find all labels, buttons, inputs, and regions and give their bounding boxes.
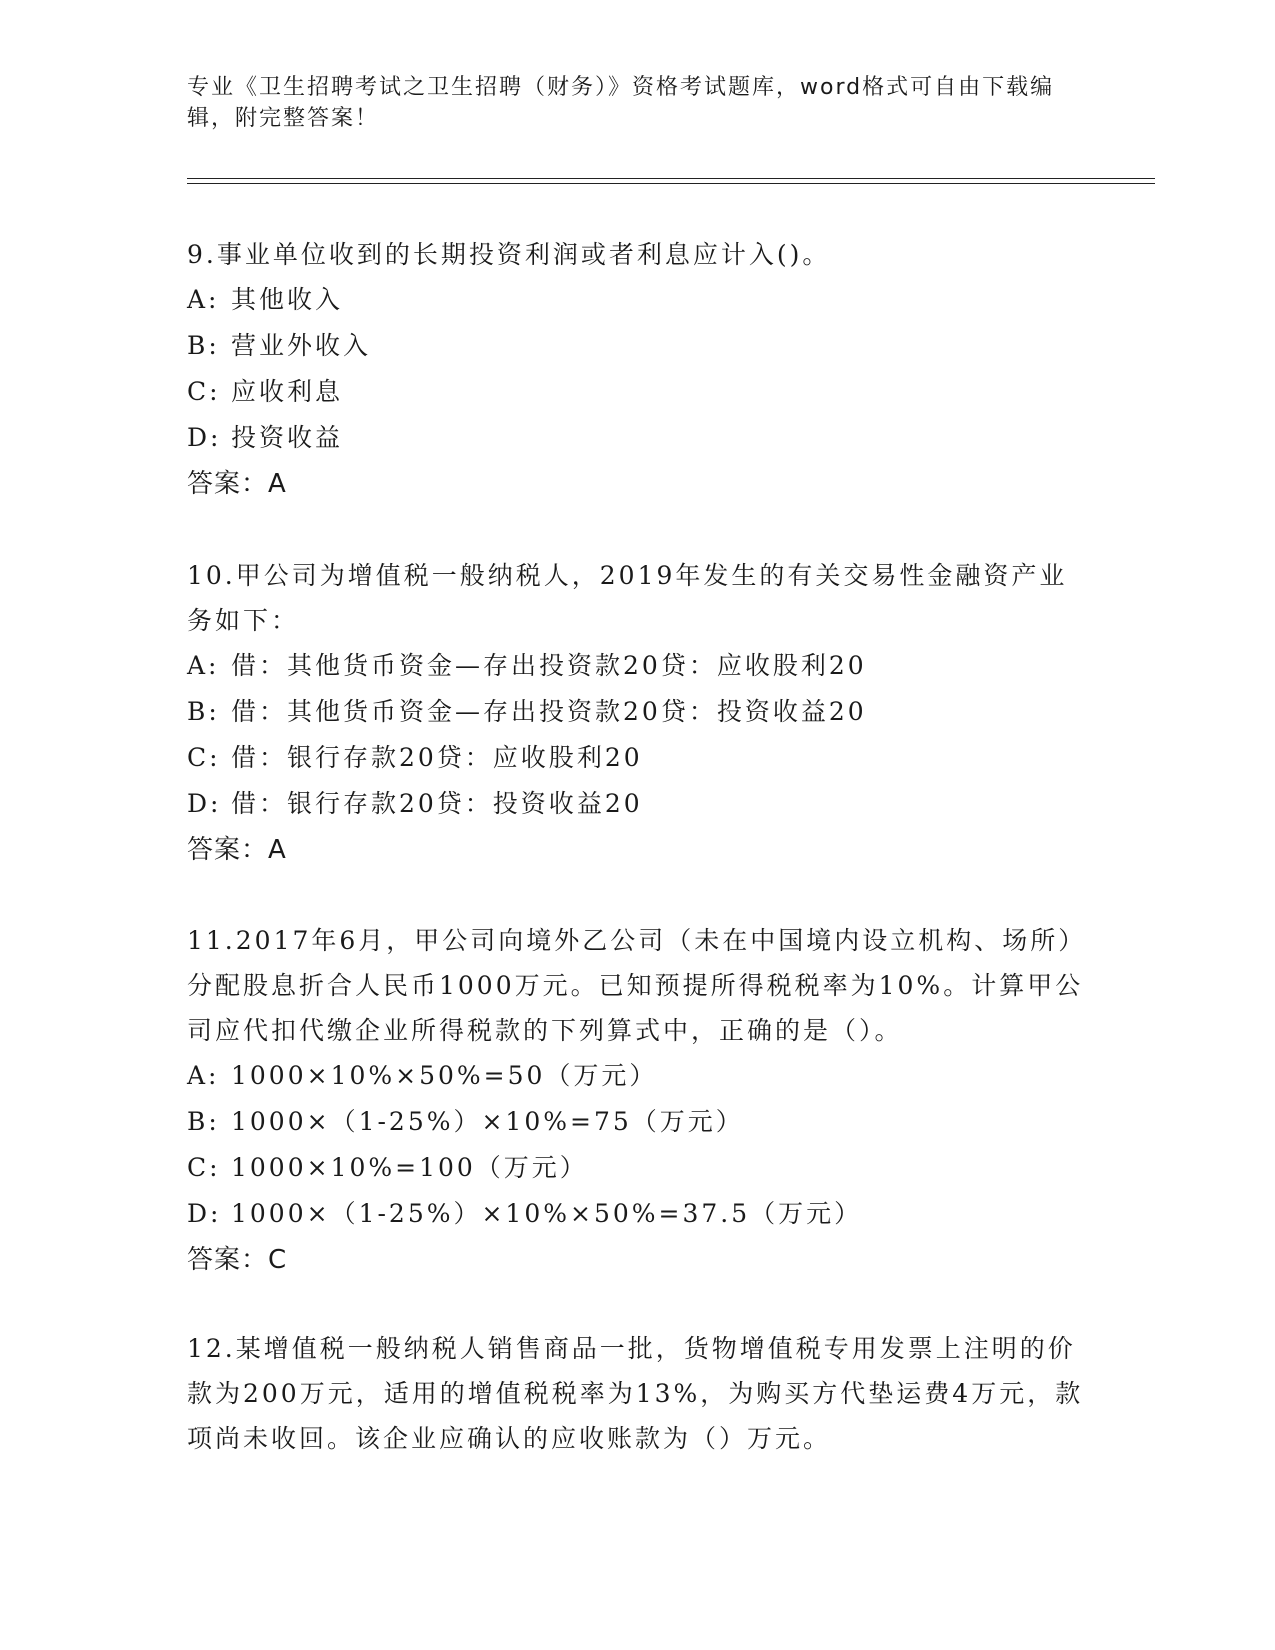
option-key: A: xyxy=(187,651,220,680)
header-divider-top xyxy=(187,178,1155,179)
question-stem: 11.2017年6月，甲公司向境外乙公司（未在中国境内设立机构、场所）分配股息折合人民币1000万元。已知预提所得税税率为10%。计算甲公司应代扣代缴企业所得税款的下列算式中，正确的是（）。 xyxy=(187,926,1087,1045)
option-text: 1000×（1-25%）×10%×50%=37.5（万元） xyxy=(231,1199,863,1228)
option-key: D: xyxy=(187,1199,222,1228)
answer-line: 答案：C xyxy=(187,1245,288,1275)
option-key: A: xyxy=(187,1061,220,1090)
option-b xyxy=(187,1099,1087,1145)
option-key: A: xyxy=(187,285,220,314)
answer-line: 答案：A xyxy=(187,835,287,865)
option-text: 其他收入 xyxy=(231,285,344,314)
option-a xyxy=(187,643,1087,689)
option-key: B: xyxy=(187,1107,220,1136)
option-key: D: xyxy=(187,423,222,452)
option-text: 投资收益 xyxy=(231,423,344,452)
option-c xyxy=(187,369,1087,415)
option-text: 1000×10%=100（万元） xyxy=(231,1153,588,1182)
option-d xyxy=(187,415,1087,461)
option-c xyxy=(187,1145,1087,1191)
document-header-text: 专业《卫生招聘考试之卫生招聘（财务）》资格考试题库，word格式可自由下载编辑，附完整答案！ xyxy=(187,75,1055,131)
question-10 xyxy=(187,553,1087,873)
question-stem: 9.事业单位收到的长期投资利润或者利息应计入()。 xyxy=(187,240,831,269)
option-key: B: xyxy=(187,697,220,726)
option-a xyxy=(187,1053,1087,1099)
question-11 xyxy=(187,918,1087,1283)
option-text: 1000×10%×50%=50（万元） xyxy=(231,1061,658,1090)
header-divider-bottom xyxy=(187,183,1155,184)
option-b xyxy=(187,323,1087,369)
option-b xyxy=(187,689,1087,735)
option-text: 1000×（1-25%）×10%=75（万元） xyxy=(231,1107,744,1136)
option-key: D: xyxy=(187,789,222,818)
option-d xyxy=(187,781,1087,827)
option-text: 借：其他货币资金—存出投资款20贷：应收股利20 xyxy=(231,651,867,680)
option-a xyxy=(187,277,1087,323)
option-text: 营业外收入 xyxy=(231,331,372,360)
answer-line: 答案：A xyxy=(187,469,287,499)
question-12 xyxy=(187,1326,1087,1461)
option-text: 应收利息 xyxy=(231,377,344,406)
option-text: 借：其他货币资金—存出投资款20贷：投资收益20 xyxy=(231,697,867,726)
option-d xyxy=(187,1191,1087,1237)
question-9 xyxy=(187,232,1087,507)
option-text: 借：银行存款20贷：投资收益20 xyxy=(231,789,643,818)
option-key: B: xyxy=(187,331,220,360)
option-c xyxy=(187,735,1087,781)
option-key: C: xyxy=(187,743,221,772)
option-key: C: xyxy=(187,1153,221,1182)
option-text: 借：银行存款20贷：应收股利20 xyxy=(231,743,643,772)
option-key: C: xyxy=(187,377,221,406)
question-stem: 12.某增值税一般纳税人销售商品一批，货物增值税专用发票上注明的价款为200万元，适用的增值税税率为13%，为购买方代垫运费4万元，款项尚未收回。该企业应确认的应收账款为（）万元。 xyxy=(187,1334,1084,1453)
question-stem: 10.甲公司为增值税一般纳税人，2019年发生的有关交易性金融资产业务如下： xyxy=(187,561,1068,635)
